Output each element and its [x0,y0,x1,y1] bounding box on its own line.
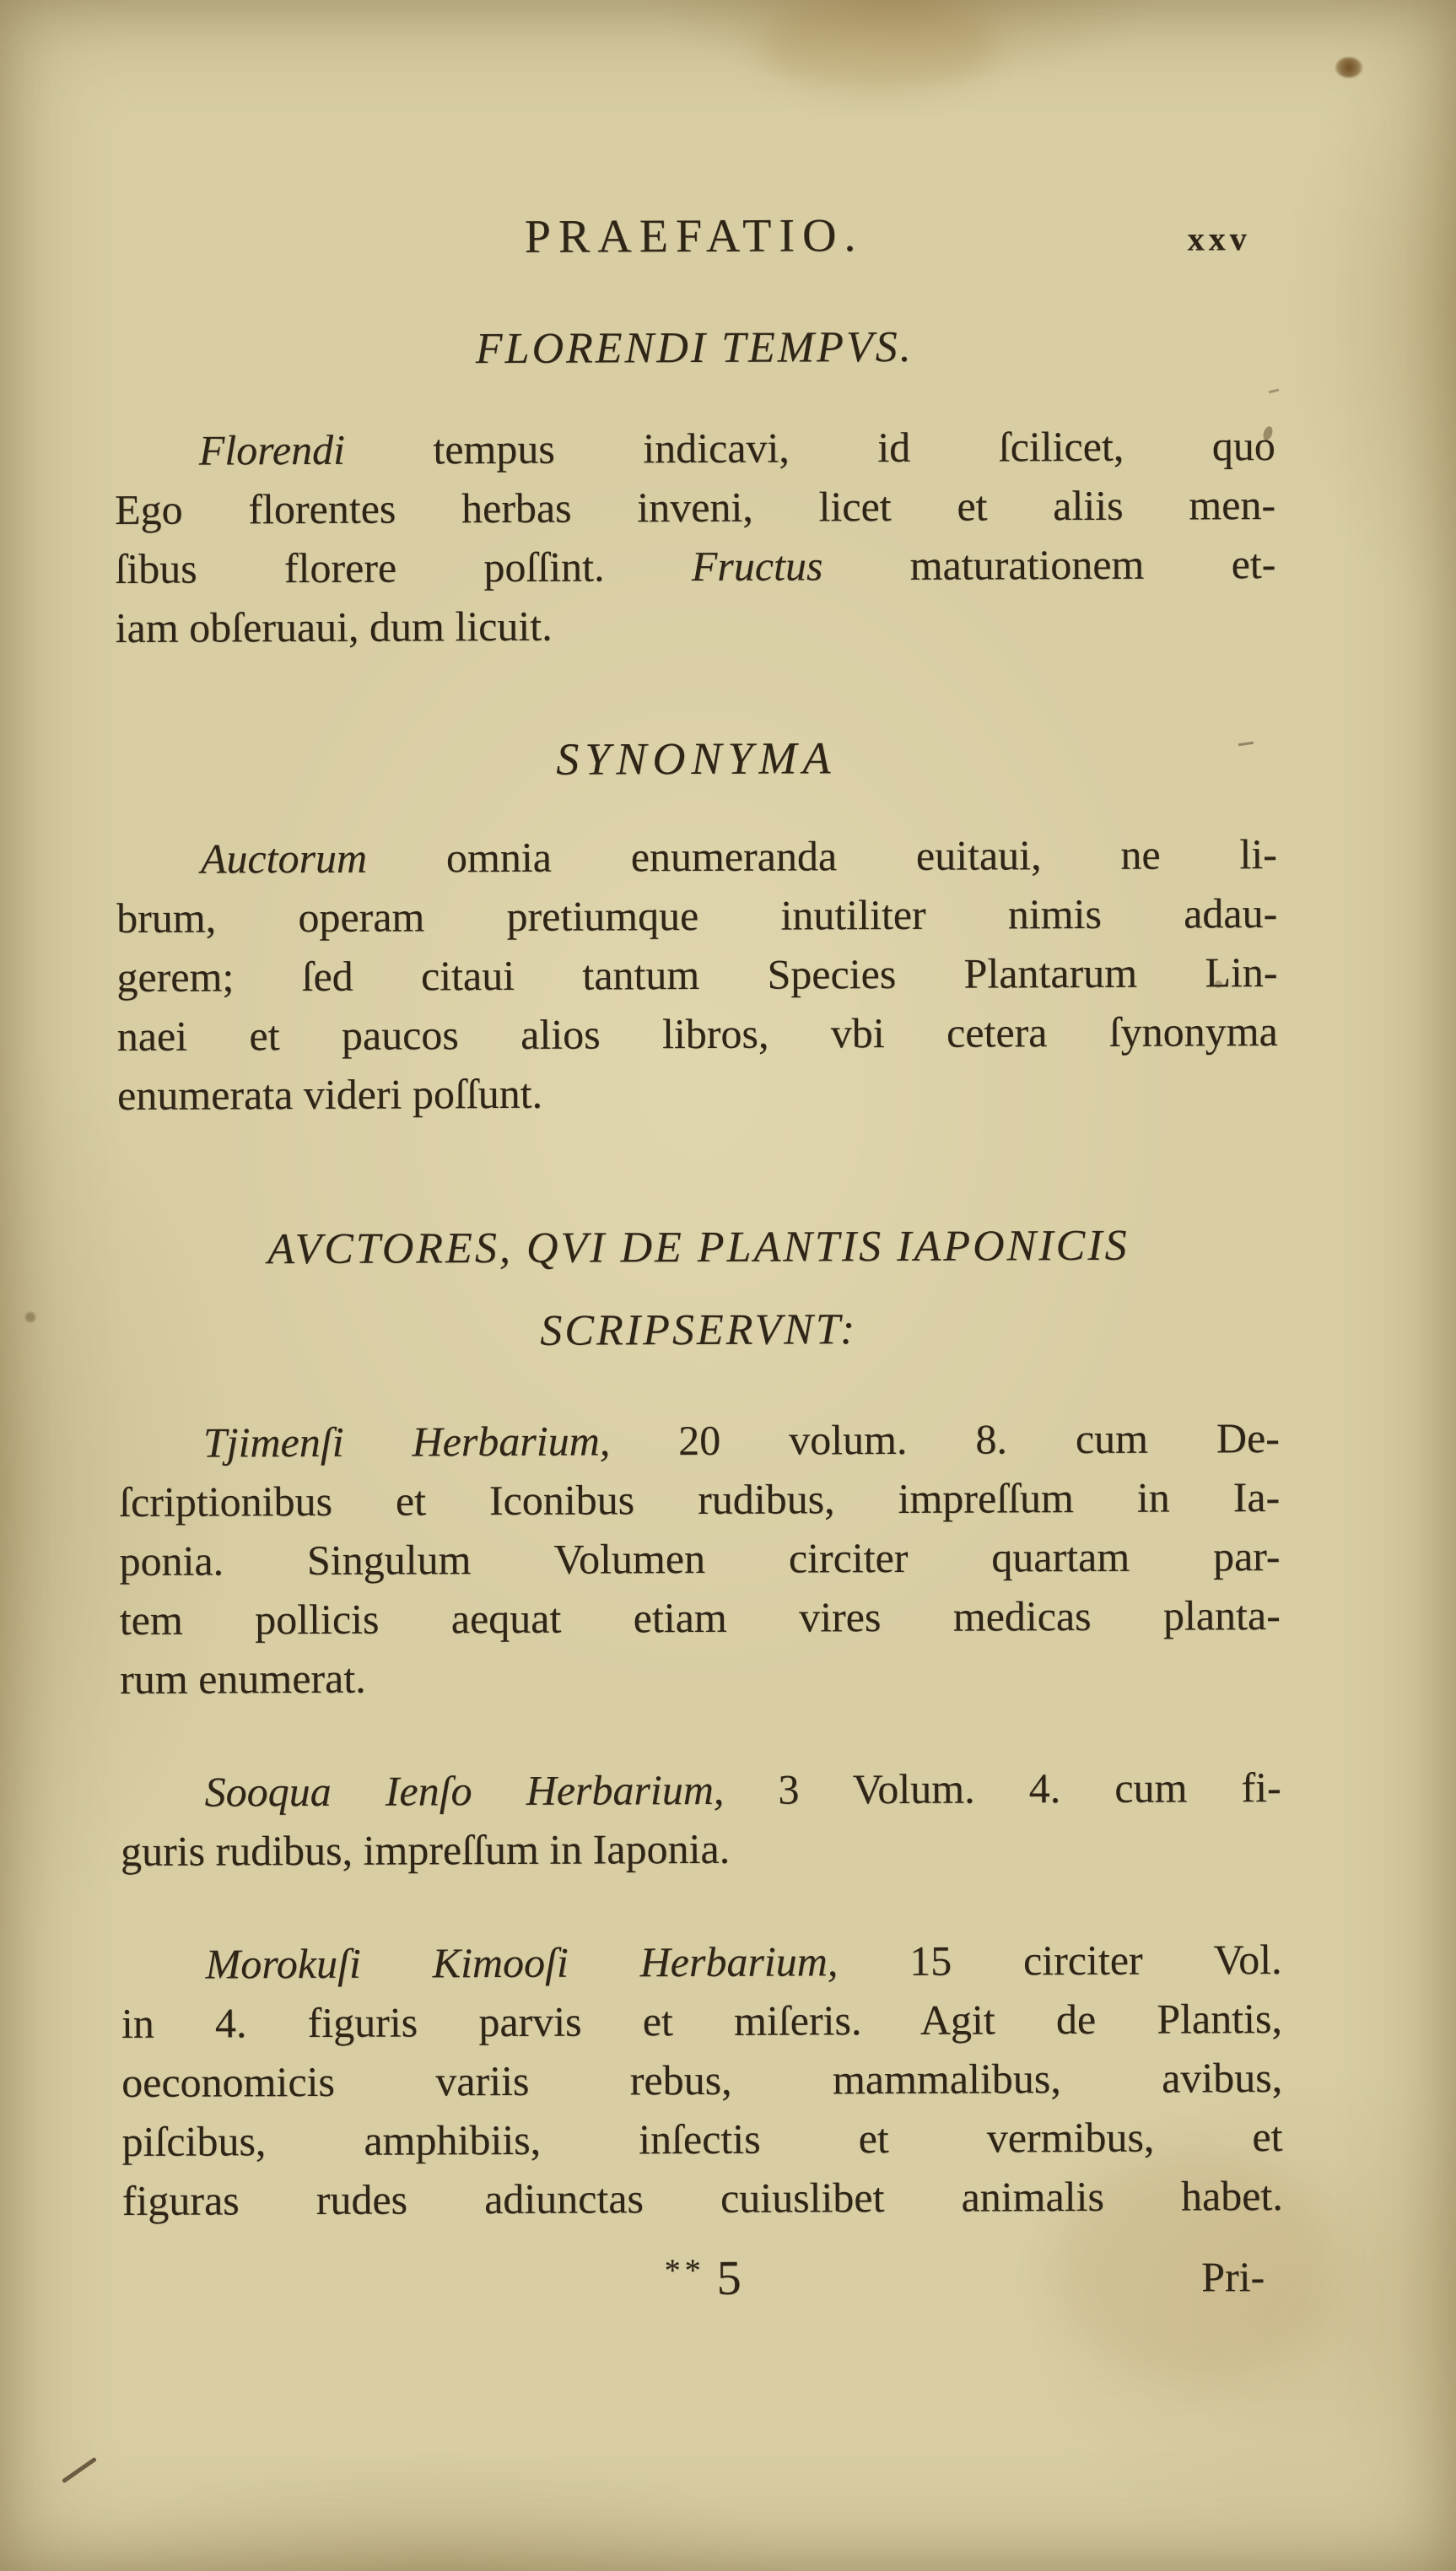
italic-run: Sooqua Ienſo Herbarium, [204,1765,725,1816]
page-header [114,208,1275,264]
text-line [121,1930,1281,1994]
roman-run: ſcriptionibus et Iconibus rudibus, impreſſum in Ia- [119,1472,1281,1526]
signature-stars: ** [664,2252,705,2289]
text-line [115,534,1275,598]
section-heading [114,320,1275,377]
section-1 [114,320,1276,657]
roman-run: Ego florentes herbas inveni, licet et aliis men- [114,481,1276,534]
text-line [115,416,1275,480]
roman-run: tempus indicavi, id ſcilicet, quo [344,422,1275,473]
roman-run: brum, operam pretiumque inutiliter nimis adau- [116,889,1278,943]
text-line [115,475,1275,539]
section-3 [118,1204,1283,2230]
roman-run: naei et paucos alios libros, vbi cetera ſynonyma [116,1007,1278,1061]
text-line [120,1645,1281,1709]
roman-run: guris rudibus, impreſſum in Iaponia. [120,1824,731,1875]
heading-line: SCRIPSERVNT: [540,1305,858,1355]
roman-run: 20 volum. 8. cum De- [610,1413,1280,1465]
text-line [122,2166,1283,2230]
text-line [117,1061,1278,1125]
roman-run: ſibus florere poſſint. [115,543,692,593]
text-line [117,1002,1278,1066]
roman-run: maturationem et- [822,540,1276,590]
italic-run: Tjimenſi Herbarium, [202,1417,611,1466]
roman-run: omnia enumeranda euitaui, ne li- [366,830,1277,882]
page-footer [122,2247,1283,2328]
text-line [119,1526,1280,1591]
paragraph [121,1758,1282,1881]
heading-line: FLORENDI TEMPVS. [475,322,914,374]
text-line [121,1989,1282,2053]
signature-number: 5 [716,2250,741,2305]
roman-run: rum enumerat. [119,1654,366,1703]
heading-line: AVCTORES, QVI DE PLANTIS IAPONICIS [267,1221,1130,1274]
text-line [120,1585,1281,1650]
roman-run: figuras rudes adiunctas cuiuslibet animalis habet. [121,2171,1283,2224]
heading-line: SYNONYMA [556,732,837,785]
paragraph [116,824,1279,1125]
paper-stain [1335,57,1362,78]
text-line [116,824,1277,889]
roman-run: 15 circiter Vol. [838,1935,1282,1985]
text-line [121,1758,1281,1822]
page-number: xxv [1187,219,1251,258]
roman-run: ponia. Singulum Volumen circiter quartam par- [119,1531,1281,1585]
roman-run: piſcibus, amphibiis, inſectis et vermibus, et [121,2112,1283,2165]
text-line [121,2107,1282,2171]
italic-run: Morokuſi Kimooſi Herbarium, [205,1937,839,1988]
text-line [119,1408,1280,1472]
pen-mark [62,2457,97,2484]
roman-run: oeconomicis variis rebus, mammalibus, avibus, [121,2053,1283,2106]
signature-mark [664,2250,741,2305]
text-line [116,943,1277,1007]
text-line [119,1467,1280,1531]
paragraph [121,1930,1283,2230]
italic-run: Florendi [198,425,346,474]
text-line [121,1817,1281,1881]
section-2 [116,730,1278,1125]
text-block [114,208,1284,2328]
roman-run: in 4. figuris parvis et miſeris. Agit de Plantis, [121,1994,1283,2047]
roman-run: gerem; ſed citaui tantum Species Plantarum Lin- [116,948,1278,1002]
roman-run: tem pollicis aequat etiam vires medicas planta- [119,1591,1281,1644]
paragraph [115,416,1276,657]
roman-run: iam obſeruaui, dum licuit. [115,602,553,652]
section-heading [116,730,1276,787]
italic-run: Auctorum [200,834,368,883]
page-title: PRAEFATIO. [524,209,864,263]
section-heading [118,1204,1280,1375]
italic-run: Fructus [691,542,823,591]
paragraph [119,1408,1281,1709]
paper-stain [759,0,995,93]
roman-run: 3 Volum. 4. cum fi- [724,1763,1281,1813]
catchword: Pri- [1201,2253,1265,2301]
text-line [121,2048,1282,2112]
text-line [116,883,1277,948]
sections [114,320,1283,2230]
roman-run: enumerata videri poſſunt. [116,1069,543,1120]
text-line [116,593,1276,657]
paper-speck [25,1312,35,1322]
